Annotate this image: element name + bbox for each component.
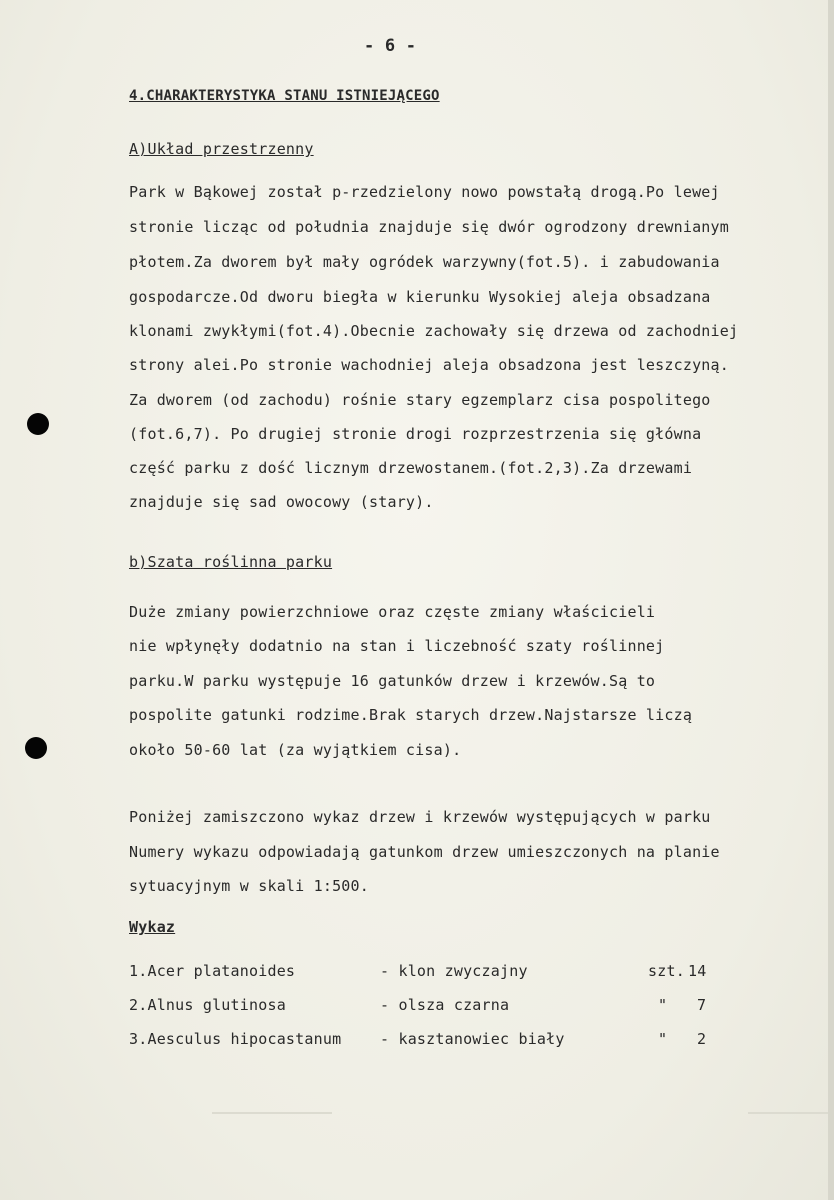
- ditto-mark: ": [658, 1030, 668, 1048]
- unit-label: szt.: [648, 962, 685, 980]
- latin-name: 2.Alnus glutinosa: [129, 996, 286, 1014]
- paragraph-line: klonami zwykłymi(fot.4).Obecnie zachowały się drzewa od zachodniej: [129, 322, 739, 340]
- paragraph-line: sytuacyjnym w skali 1:500.: [129, 877, 369, 895]
- paragraph-line: Poniżej zamiszczono wykaz drzew i krzewów występujących w parku: [129, 808, 711, 826]
- page-number: - 6 -: [364, 36, 417, 56]
- count-value: 7: [697, 996, 707, 1014]
- paragraph-line: część parku z dość licznym drzewostanem.(fot.2,3).Za drzewami: [129, 459, 693, 477]
- ditto-mark: ": [658, 996, 668, 1014]
- paragraph-line: Duże zmiany powierzchniowe oraz częste zmiany właścicieli: [129, 603, 656, 621]
- paragraph-line: gospodarcze.Od dworu biegła w kierunku Wysokiej aleja obsadzana: [129, 288, 711, 306]
- count-value: 14: [688, 962, 707, 980]
- paragraph-line: parku.W parku występuje 16 gatunków drzew i krzewów.Są to: [129, 672, 656, 690]
- paragraph-line: nie wpłynęły dodatnio na stan i liczebność szaty roślinnej: [129, 637, 665, 655]
- paragraph-line: strony alei.Po stronie wachodniej aleja obsadzona jest leszczyną.: [129, 356, 729, 374]
- paragraph-line: (fot.6,7). Po drugiej stronie drogi rozprzestrzenia się główna: [129, 425, 702, 443]
- latin-name: 1.Acer platanoides: [129, 962, 296, 980]
- subsection-b-title: b)Szata roślinna parku: [129, 553, 333, 571]
- latin-name: 3.Aesculus hipocastanum: [129, 1030, 342, 1048]
- polish-name: - kasztanowiec biały: [380, 1030, 565, 1048]
- list-title: Wykaz: [129, 918, 176, 936]
- paragraph-line: płotem.Za dworem był mały ogródek warzywny(fot.5). i zabudowania: [129, 253, 720, 271]
- count-value: 2: [697, 1030, 707, 1048]
- paragraph-line: Numery wykazu odpowiadają gatunkom drzew umieszczonych na planie: [129, 843, 720, 861]
- paragraph-line: pospolite gatunki rodzime.Brak starych drzew.Najstarsze liczą: [129, 706, 693, 724]
- punch-hole-lower: [25, 737, 47, 759]
- paragraph-line: około 50-60 lat (za wyjątkiem cisa).: [129, 741, 462, 759]
- paragraph-line: znajduje się sad owocowy (stary).: [129, 493, 434, 511]
- scan-streak-right: [748, 1112, 828, 1114]
- paragraph-line: Park w Bąkowej został p-rzedzielony nowo powstałą drogą.Po lewej: [129, 183, 720, 201]
- paragraph-line: stronie licząc od południa znajduje się dwór ogrodzony drewnianym: [129, 218, 729, 236]
- paragraph-line: Za dworem (od zachodu) rośnie stary egzemplarz cisa pospolitego: [129, 391, 711, 409]
- scan-streak-left: [212, 1112, 332, 1114]
- polish-name: - olsza czarna: [380, 996, 510, 1014]
- section-heading: 4.CHARAKTERYSTYKA STANU ISTNIEJĄCEGO: [129, 88, 440, 104]
- subsection-a-title: A)Układ przestrzenny: [129, 140, 314, 158]
- polish-name: - klon zwyczajny: [380, 962, 528, 980]
- punch-hole-upper: [27, 413, 49, 435]
